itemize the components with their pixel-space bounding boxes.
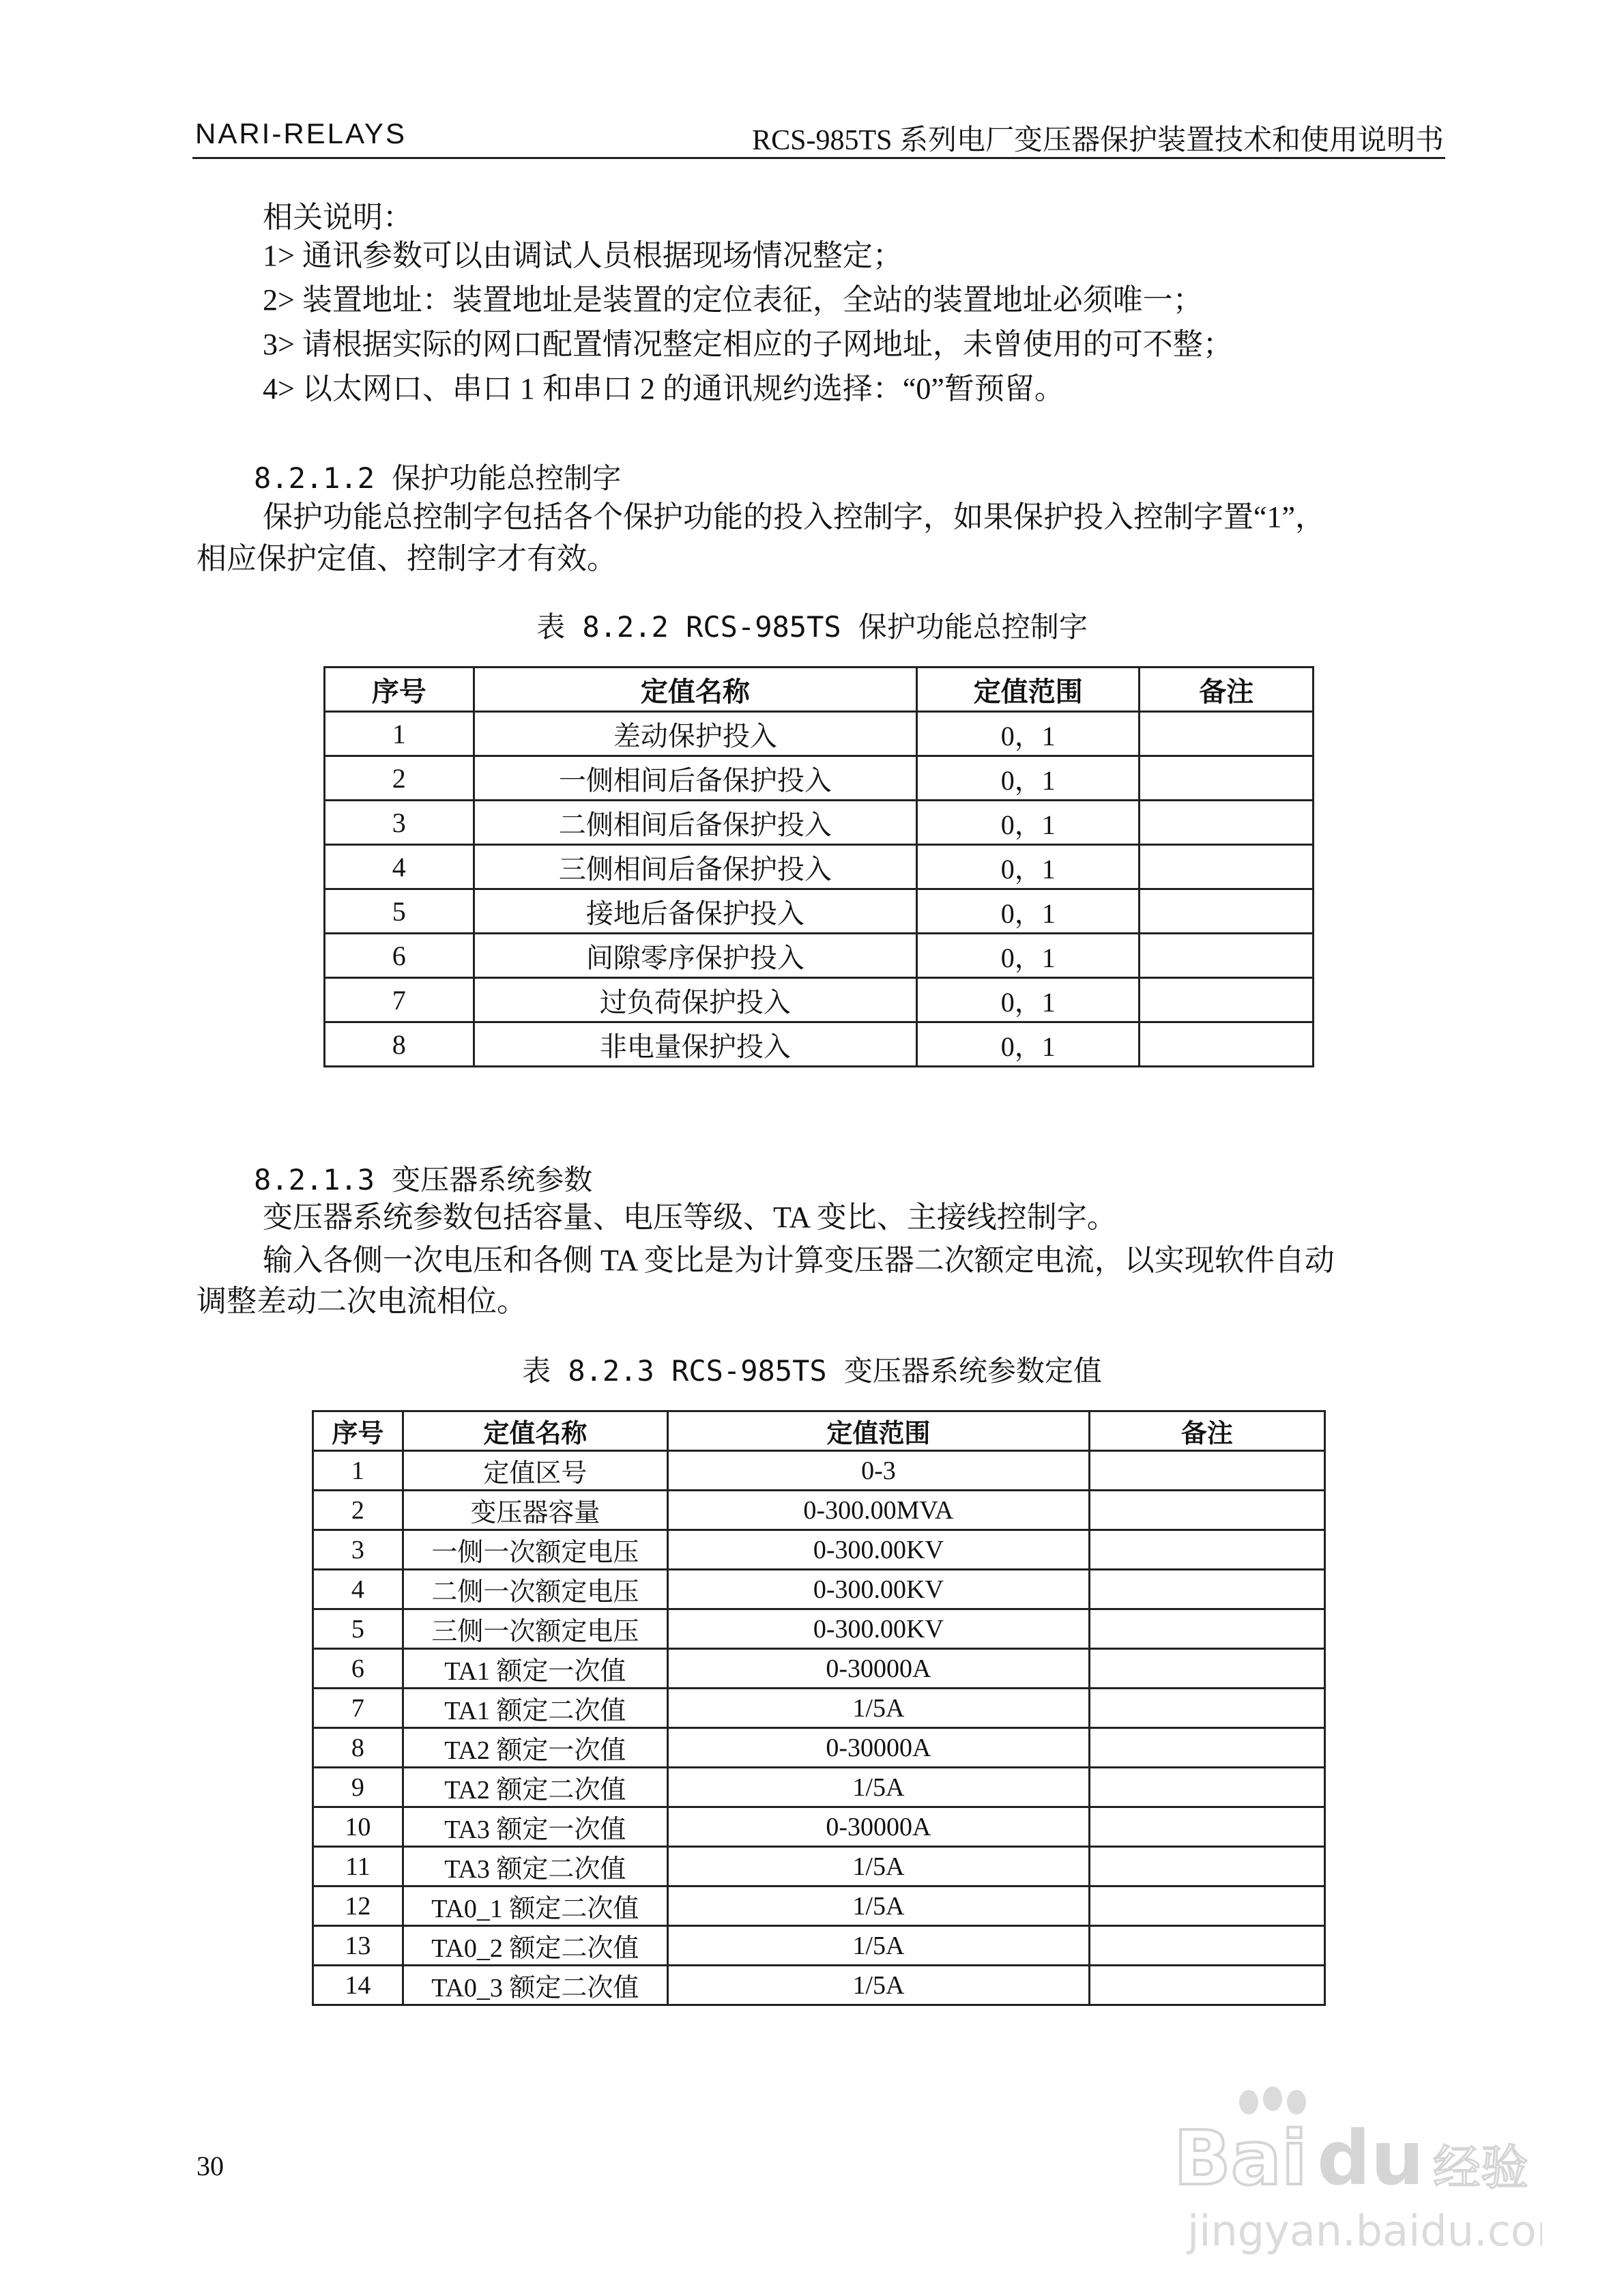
table-cell: 间隙零序保护投入 [474,934,917,978]
note-item: 4> 以太网口、串口 1 和串口 2 的通讯规约选择：“0”暂预留。 [263,372,1064,405]
table-cell: 1/5A [667,1689,1089,1728]
table-cell: 3 [313,1530,403,1570]
table-cell: TA1 额定二次值 [403,1689,667,1728]
table-cell [1089,1491,1324,1530]
table-cell: TA2 额定二次值 [403,1768,667,1807]
table-cell: 14 [313,1966,403,2005]
table-row [313,1807,1325,1847]
note-item: 3> 请根据实际的网口配置情况整定相应的子网地址，未曾使用的可不整； [263,328,1233,361]
svg-text:jingyan.baidu.com: jingyan.baidu.com [1187,2206,1542,2256]
header-divider [192,157,1445,159]
table-header-row [325,668,1314,712]
table-cell: 0-30000A [667,1728,1089,1768]
table-row [325,978,1314,1022]
paragraph: 输入各侧一次电压和各侧 TA 变比是为计算变压器二次额定电流，以实现软件自动 [263,1244,1335,1277]
paragraph: 变压器系统参数包括容量、电压等级、TA 变比、主接线控制字。 [263,1201,1117,1234]
table-cell: 7 [325,978,474,1022]
table-cell: 0-30000A [667,1649,1089,1689]
table-cell: 2 [325,756,474,801]
table-cell: 0-300.00MVA [667,1491,1089,1530]
table-cell: 0-3 [667,1451,1089,1491]
table-cell: 变压器容量 [403,1491,667,1530]
table-cell [1089,1530,1324,1570]
table-cell [1140,934,1314,978]
paragraph: 保护功能总控制字包括各个保护功能的投入控制字，如果保护投入控制字置“1”， [263,500,1326,534]
table-cell: 二侧一次额定电压 [403,1570,667,1609]
notes-title: 相关说明： [263,201,413,234]
table-cell [1140,801,1314,845]
paragraph: 调整差动二次电流相位。 [197,1285,527,1318]
table-cell: 差动保护投入 [474,712,917,756]
table-cell: 非电量保护投入 [474,1022,917,1067]
table-cell [1140,889,1314,934]
column-header: 备注 [1140,668,1314,712]
table-cell: 0，1 [917,845,1140,889]
table-row [313,1649,1325,1689]
svg-text:du: du [1317,2114,1425,2202]
table-cell: 1/5A [667,1847,1089,1886]
table-cell [1089,1768,1324,1807]
table-cell: 3 [325,801,474,845]
table-cell [1089,1728,1324,1768]
table-cell: 8 [313,1728,403,1768]
header-document-title: RCS-985TS 系列电厂变压器保护装置技术和使用说明书 [752,125,1444,156]
table-row [313,1886,1325,1926]
table-cell [1140,978,1314,1022]
table-row [325,712,1314,756]
table-cell [1089,1570,1324,1609]
table-cell: 0，1 [917,1022,1140,1067]
header-brand: NARI-RELAYS [195,117,407,149]
table-cell: 0-300.00KV [667,1609,1089,1649]
table-cell: 1/5A [667,1926,1089,1966]
table-row [313,1570,1325,1609]
table-row [313,1926,1325,1966]
table-cell: 12 [313,1886,403,1926]
protection-control-table [323,666,1314,1067]
table-cell: 接地后备保护投入 [474,889,917,934]
table-cell: 过负荷保护投入 [474,978,917,1022]
table-cell [1140,845,1314,889]
table-row [313,1491,1325,1530]
table-row [325,801,1314,845]
table-cell: 0，1 [917,712,1140,756]
paragraph: 相应保护定值、控制字才有效。 [197,542,617,575]
note-item: 2> 装置地址：装置地址是装置的定位表征，全站的装置地址必须唯一； [263,283,1203,317]
table-cell [1089,1649,1324,1689]
table-cell: 0-300.00KV [667,1530,1089,1570]
table-cell: 0，1 [917,889,1140,934]
table-row [325,934,1314,978]
table-cell: 0，1 [917,934,1140,978]
table-cell: 0，1 [917,978,1140,1022]
table-cell: TA3 额定二次值 [403,1847,667,1886]
column-header: 定值范围 [917,668,1140,712]
table-cell: 11 [313,1847,403,1886]
column-header: 序号 [325,668,474,712]
table-cell [1140,756,1314,801]
table-row [325,889,1314,934]
table-row [313,1451,1325,1491]
table-row [313,1728,1325,1768]
baidu-watermark-logo [1160,2082,1542,2259]
page-number: 30 [197,2151,224,2181]
table-cell: 0-300.00KV [667,1570,1089,1609]
table-row [313,1689,1325,1728]
table-cell: 6 [313,1649,403,1689]
table-cell: 三侧相间后备保护投入 [474,845,917,889]
table-row [313,1530,1325,1570]
column-header: 备注 [1089,1411,1324,1451]
table-cell: 6 [325,934,474,978]
table-cell: 4 [325,845,474,889]
table-cell: 4 [313,1570,403,1609]
table-cell: 1/5A [667,1768,1089,1807]
svg-text:经验: 经验 [1433,2140,1528,2196]
table-cell: 5 [325,889,474,934]
note-item: 1> 通讯参数可以由调试人员根据现场情况整定； [263,239,903,272]
table-caption: 表 8.2.3 RCS-985TS 变压器系统参数定值 [522,1354,1102,1388]
table-cell: TA0_2 额定二次值 [403,1926,667,1966]
table-cell [1089,1807,1324,1847]
table-cell: 2 [313,1491,403,1530]
column-header: 定值名称 [474,668,917,712]
column-header: 序号 [313,1411,403,1451]
table-cell [1140,712,1314,756]
table-cell [1089,1966,1324,2005]
table-cell: 一侧一次额定电压 [403,1530,667,1570]
table-cell [1089,1926,1324,1966]
section-heading: 8.2.1.3 变压器系统参数 [254,1163,593,1196]
table-cell: 0-30000A [667,1807,1089,1847]
transformer-parameter-table [312,1410,1326,2006]
table-row [325,845,1314,889]
table-cell [1089,1847,1324,1886]
table-cell: 10 [313,1807,403,1847]
table-header-row [313,1411,1325,1451]
table-cell: 13 [313,1926,403,1966]
table-cell: TA3 额定一次值 [403,1807,667,1847]
table-cell [1089,1689,1324,1728]
table-cell [1089,1886,1324,1926]
table-row [313,1609,1325,1649]
column-header: 定值范围 [667,1411,1089,1451]
table-cell: TA0_1 额定二次值 [403,1886,667,1926]
table-row [325,1022,1314,1067]
table-cell: 0，1 [917,756,1140,801]
table-cell: 1 [313,1451,403,1491]
table-cell: TA0_3 额定二次值 [403,1966,667,2005]
table-row [313,1847,1325,1886]
table-row [313,1966,1325,2005]
table-cell [1140,1022,1314,1067]
table-cell: TA2 额定一次值 [403,1728,667,1768]
table-caption: 表 8.2.2 RCS-985TS 保护功能总控制字 [536,610,1088,644]
svg-text:Bai: Bai [1174,2114,1307,2202]
column-header: 定值名称 [403,1411,667,1451]
table-cell: 9 [313,1768,403,1807]
table-cell: 二侧相间后备保护投入 [474,801,917,845]
table-cell: 0，1 [917,801,1140,845]
table-cell: 一侧相间后备保护投入 [474,756,917,801]
table-cell: 1 [325,712,474,756]
table-cell: 5 [313,1609,403,1649]
table-cell: TA1 额定一次值 [403,1649,667,1689]
table-cell: 7 [313,1689,403,1728]
section-heading: 8.2.1.2 保护功能总控制字 [254,461,622,495]
table-cell: 1/5A [667,1966,1089,2005]
table-cell: 定值区号 [403,1451,667,1491]
table-cell [1089,1609,1324,1649]
table-cell: 1/5A [667,1886,1089,1926]
table-row [325,756,1314,801]
table-row [313,1768,1325,1807]
table-cell [1089,1451,1324,1491]
table-cell: 8 [325,1022,474,1067]
table-cell: 三侧一次额定电压 [403,1609,667,1649]
